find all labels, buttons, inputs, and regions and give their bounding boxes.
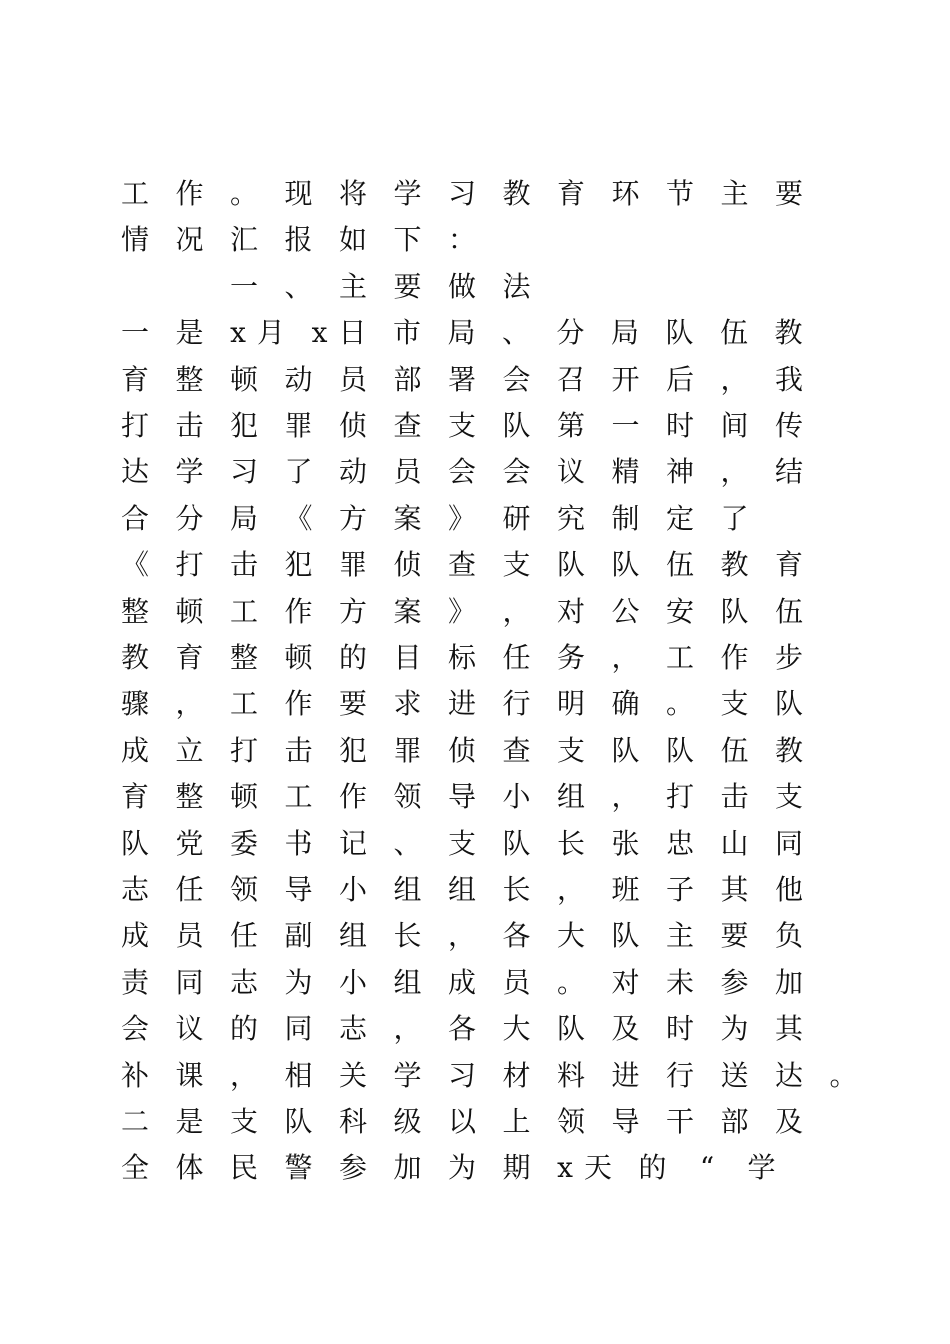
text-glyph: 、 — [501, 316, 530, 350]
text-glyph: 长 — [393, 919, 422, 953]
text-line — [0, 731, 950, 771]
text-glyph: ， — [720, 362, 749, 396]
text-glyph: 情 — [120, 223, 149, 257]
text-glyph: 他 — [774, 873, 803, 906]
text-glyph: 工 — [120, 177, 149, 210]
text-glyph: 组 — [447, 873, 476, 906]
text-glyph: 育 — [120, 362, 149, 396]
text-glyph: ， — [556, 873, 585, 906]
text-glyph: 、 — [393, 826, 422, 860]
text-glyph: 以 — [447, 1105, 476, 1138]
text-glyph: 案 — [393, 594, 422, 628]
text-glyph: 队 — [720, 594, 749, 628]
text-glyph: 同 — [774, 826, 803, 860]
text-glyph: 民 — [229, 1151, 258, 1185]
text-line — [0, 406, 950, 446]
text-glyph: 安 — [665, 594, 694, 628]
text-glyph: 支 — [229, 1105, 258, 1138]
text-glyph: 法 — [502, 269, 531, 303]
text-glyph: 。 — [665, 687, 694, 721]
text-glyph: 报 — [284, 223, 313, 257]
text-glyph: 队 — [665, 316, 694, 350]
text-line — [0, 916, 950, 956]
text-glyph: 小 — [338, 965, 367, 999]
text-glyph: 后 — [665, 362, 694, 396]
text-glyph: 为 — [447, 1151, 476, 1185]
text-line — [0, 1056, 950, 1096]
text-glyph: 工 — [665, 641, 694, 674]
text-glyph: 将 — [338, 177, 367, 210]
text-glyph: 补 — [120, 1058, 149, 1092]
text-glyph: 方 — [338, 594, 367, 628]
text-glyph: 相 — [284, 1058, 313, 1092]
text-line — [0, 1148, 950, 1188]
text-glyph: 队 — [502, 826, 531, 860]
text-glyph: 为 — [720, 1012, 749, 1046]
text-glyph: 加 — [393, 1151, 422, 1185]
text-glyph: 习 — [447, 177, 476, 210]
text-glyph: 局 — [447, 316, 476, 350]
text-glyph: 研 — [502, 501, 531, 535]
text-glyph: 育 — [120, 780, 149, 814]
text-glyph: 的 — [638, 1151, 667, 1185]
text-glyph: 召 — [556, 362, 585, 396]
text-glyph: 精 — [611, 455, 640, 489]
text-glyph: 议 — [556, 455, 585, 489]
text-glyph: 主 — [338, 269, 367, 303]
text-glyph: 记 — [338, 826, 367, 860]
text-glyph: 任 — [502, 641, 531, 674]
text-glyph: 警 — [284, 1151, 313, 1185]
text-glyph: 全 — [120, 1151, 149, 1185]
text-glyph: 队 — [556, 1012, 585, 1046]
text-glyph: 整 — [120, 594, 149, 628]
text-glyph: 第 — [556, 409, 585, 442]
text-glyph: 确 — [611, 687, 640, 721]
text-glyph: 。 — [229, 177, 258, 210]
text-glyph: 侦 — [338, 409, 367, 442]
text-glyph: 要 — [393, 269, 422, 303]
text-glyph: 书 — [284, 826, 313, 860]
text-glyph: 小 — [338, 873, 367, 906]
text-glyph: 教 — [774, 733, 803, 767]
text-glyph: 小 — [502, 780, 531, 814]
text-glyph: 时 — [665, 1012, 694, 1046]
text-glyph: 领 — [556, 1105, 585, 1138]
text-glyph: 署 — [447, 362, 476, 396]
text-glyph: 成 — [120, 919, 149, 953]
text-glyph: 支 — [447, 826, 476, 860]
text-glyph: 打 — [665, 780, 694, 814]
text-glyph: 进 — [611, 1058, 640, 1092]
text-glyph: 队 — [774, 687, 803, 721]
text-glyph: 骤 — [120, 687, 149, 721]
text-glyph: 作 — [284, 594, 313, 628]
text-glyph: 犯 — [284, 548, 313, 582]
text-glyph: 部 — [393, 362, 422, 396]
text-glyph: 查 — [502, 733, 531, 767]
text-glyph: 犯 — [229, 409, 258, 442]
text-glyph: 参 — [338, 1151, 367, 1185]
text-glyph: 党 — [175, 826, 204, 860]
text-glyph: 组 — [338, 919, 367, 953]
text-glyph: 学 — [175, 455, 204, 489]
text-glyph: 主 — [665, 919, 694, 953]
text-glyph: 育 — [556, 177, 585, 210]
text-glyph: 作 — [175, 177, 204, 210]
text-glyph: 参 — [720, 965, 749, 999]
text-glyph: 体 — [175, 1151, 204, 1185]
text-glyph: 罪 — [338, 548, 367, 582]
text-glyph: 顿 — [175, 594, 204, 628]
text-glyph: ， — [175, 687, 204, 721]
text-glyph: 方 — [338, 501, 367, 535]
text-glyph: 队 — [284, 1105, 313, 1138]
text-glyph: 干 — [665, 1105, 694, 1138]
text-glyph: “ — [699, 1151, 715, 1185]
text-glyph: 的 — [229, 1012, 258, 1046]
text-glyph: 员 — [175, 919, 204, 953]
text-glyph: 《 — [120, 548, 149, 582]
text-glyph: 月 — [256, 316, 285, 350]
text-glyph: ， — [229, 1058, 258, 1092]
text-glyph: 队 — [120, 826, 149, 860]
text-glyph: 市 — [392, 316, 421, 350]
text-glyph: 现 — [284, 177, 313, 210]
text-glyph: 级 — [393, 1105, 422, 1138]
text-line — [0, 638, 950, 678]
text-glyph: 材 — [502, 1058, 531, 1092]
text-glyph: 作 — [338, 780, 367, 814]
text-glyph: 动 — [338, 455, 367, 489]
text-line — [0, 313, 950, 353]
text-line — [0, 592, 950, 632]
text-glyph: 分 — [556, 316, 585, 350]
text-glyph: 上 — [502, 1105, 531, 1138]
text-glyph: 犯 — [338, 733, 367, 767]
text-glyph: 及 — [611, 1012, 640, 1046]
text-glyph: 时 — [665, 409, 694, 442]
text-glyph: 》 — [447, 501, 476, 535]
text-glyph: 领 — [229, 873, 258, 906]
text-glyph: 击 — [720, 780, 749, 814]
text-glyph: ， — [502, 594, 531, 628]
text-line — [0, 963, 950, 1003]
text-glyph: 击 — [229, 548, 258, 582]
text-glyph: 长 — [502, 873, 531, 906]
text-glyph: 成 — [120, 733, 149, 767]
text-glyph: 整 — [175, 780, 204, 814]
text-glyph: 节 — [665, 177, 694, 210]
text-glyph: 志 — [120, 873, 149, 906]
text-glyph: 各 — [447, 1012, 476, 1046]
text-glyph: 对 — [556, 594, 585, 628]
text-glyph: 支 — [556, 733, 585, 767]
text-glyph: 《 — [284, 501, 313, 535]
text-glyph: 标 — [447, 641, 476, 674]
text-glyph: 期 — [502, 1151, 531, 1185]
text-glyph: 组 — [393, 873, 422, 906]
text-glyph: 求 — [393, 687, 422, 721]
text-glyph: x — [311, 316, 328, 350]
text-glyph: 负 — [774, 919, 803, 953]
text-glyph: 局 — [229, 501, 258, 535]
text-glyph: 会 — [447, 455, 476, 489]
text-glyph: 作 — [284, 687, 313, 721]
text-glyph: 学 — [393, 1058, 422, 1092]
text-glyph: 案 — [393, 501, 422, 535]
text-glyph: 为 — [284, 965, 313, 999]
text-line — [0, 545, 950, 585]
text-line — [0, 684, 950, 724]
text-glyph: 打 — [120, 409, 149, 442]
text-glyph: 局 — [610, 316, 639, 350]
text-glyph: 整 — [229, 641, 258, 674]
text-glyph: 查 — [447, 548, 476, 582]
text-glyph: 课 — [175, 1058, 204, 1092]
text-glyph: 立 — [175, 733, 204, 767]
text-glyph: 学 — [393, 177, 422, 210]
text-glyph: 会 — [120, 1012, 149, 1046]
text-glyph: 导 — [284, 873, 313, 906]
text-glyph: 伍 — [719, 316, 748, 350]
text-glyph: 查 — [393, 409, 422, 442]
text-glyph: ， — [393, 1012, 422, 1046]
text-glyph: 其 — [720, 873, 749, 906]
text-glyph: 天 — [583, 1151, 612, 1185]
text-glyph: 公 — [611, 594, 640, 628]
text-glyph: 料 — [556, 1058, 585, 1092]
text-glyph: 会 — [502, 455, 531, 489]
text-glyph: 的 — [338, 641, 367, 674]
text-glyph: 。 — [829, 1058, 858, 1092]
text-glyph: 步 — [774, 641, 803, 674]
text-glyph: 工 — [284, 780, 313, 814]
text-glyph: 习 — [447, 1058, 476, 1092]
text-glyph: 教 — [774, 316, 803, 350]
text-glyph: 山 — [720, 826, 749, 860]
text-glyph: ， — [447, 919, 476, 953]
text-glyph: 结 — [774, 455, 803, 489]
text-line — [0, 220, 950, 260]
text-glyph: 侦 — [447, 733, 476, 767]
text-glyph: 进 — [447, 687, 476, 721]
text-glyph: 打 — [229, 733, 258, 767]
text-glyph: 教 — [502, 177, 531, 210]
text-glyph: 间 — [720, 409, 749, 442]
text-glyph: 大 — [502, 1012, 531, 1046]
text-glyph: 下 — [393, 223, 422, 257]
text-glyph: 支 — [502, 548, 531, 582]
text-glyph: 、 — [284, 269, 313, 303]
text-glyph: 如 — [338, 223, 367, 257]
text-glyph: 育 — [175, 641, 204, 674]
text-glyph: 及 — [774, 1105, 803, 1138]
text-line — [0, 174, 950, 214]
text-glyph: 伍 — [774, 594, 803, 628]
text-glyph: 员 — [393, 455, 422, 489]
text-glyph: 学 — [747, 1151, 776, 1185]
text-glyph: 目 — [393, 641, 422, 674]
text-glyph: 日 — [338, 316, 367, 350]
text-glyph: 大 — [556, 919, 585, 953]
text-glyph: 击 — [175, 409, 204, 442]
text-glyph: 顿 — [229, 362, 258, 396]
text-glyph: 神 — [665, 455, 694, 489]
text-line — [0, 267, 950, 307]
text-glyph: 习 — [229, 455, 258, 489]
text-glyph: 了 — [720, 501, 749, 535]
text-glyph: ： — [447, 223, 476, 257]
text-glyph: 加 — [774, 965, 803, 999]
text-glyph: 导 — [611, 1105, 640, 1138]
text-glyph: 教 — [120, 641, 149, 674]
text-glyph: 志 — [338, 1012, 367, 1046]
text-glyph: 罪 — [393, 733, 422, 767]
text-glyph: 组 — [393, 965, 422, 999]
text-glyph: 击 — [284, 733, 313, 767]
text-glyph: 是 — [175, 316, 204, 350]
text-glyph: 教 — [720, 548, 749, 582]
text-glyph: 议 — [175, 1012, 204, 1046]
text-line — [0, 870, 950, 910]
text-glyph: 二 — [120, 1105, 149, 1138]
text-glyph: 成 — [447, 965, 476, 999]
text-glyph: 要 — [774, 177, 803, 210]
text-glyph: 打 — [175, 548, 204, 582]
text-glyph: 队 — [502, 409, 531, 442]
text-glyph: 班 — [611, 873, 640, 906]
text-glyph: 究 — [556, 501, 585, 535]
text-glyph: x — [230, 316, 246, 350]
text-glyph: 行 — [665, 1058, 694, 1092]
text-line — [0, 452, 950, 492]
text-line — [0, 499, 950, 539]
text-line — [0, 777, 950, 817]
text-glyph: 队 — [556, 548, 585, 582]
text-glyph: 员 — [502, 965, 531, 999]
text-glyph: 明 — [556, 687, 585, 721]
text-glyph: 顿 — [229, 780, 258, 814]
text-glyph: 罪 — [284, 409, 313, 442]
text-glyph: 作 — [720, 641, 749, 674]
text-glyph: 工 — [229, 594, 258, 628]
text-glyph: 员 — [338, 362, 367, 396]
text-glyph: 各 — [502, 919, 531, 953]
text-glyph: 要 — [720, 919, 749, 953]
text-glyph: 整 — [175, 362, 204, 396]
text-glyph: 我 — [774, 362, 803, 396]
text-glyph: 未 — [665, 965, 694, 999]
text-line — [0, 1009, 950, 1049]
text-glyph: 伍 — [720, 733, 749, 767]
text-glyph: 同 — [284, 1012, 313, 1046]
text-glyph: 了 — [284, 455, 313, 489]
text-glyph: 主 — [720, 177, 749, 210]
text-glyph: 顿 — [284, 641, 313, 674]
text-glyph: 是 — [175, 1105, 204, 1138]
text-glyph: 部 — [720, 1105, 749, 1138]
text-glyph: 同 — [175, 965, 204, 999]
text-glyph: 支 — [447, 409, 476, 442]
text-glyph: 务 — [556, 641, 585, 674]
text-glyph: 况 — [175, 223, 204, 257]
text-glyph: 环 — [611, 177, 640, 210]
text-line — [0, 1102, 950, 1142]
text-glyph: 行 — [502, 687, 531, 721]
text-glyph: 任 — [229, 919, 258, 953]
text-glyph: 队 — [611, 733, 640, 767]
text-glyph: 达 — [774, 1058, 803, 1092]
text-line — [0, 824, 950, 864]
text-glyph: 一 — [229, 269, 258, 303]
text-glyph: 组 — [556, 780, 585, 814]
text-glyph: 领 — [393, 780, 422, 814]
text-glyph: 队 — [611, 548, 640, 582]
text-glyph: 汇 — [229, 223, 258, 257]
text-glyph: 育 — [774, 548, 803, 582]
text-glyph: 导 — [447, 780, 476, 814]
text-glyph: 。 — [556, 965, 585, 999]
text-glyph: 一 — [120, 316, 149, 350]
text-glyph: 伍 — [665, 548, 694, 582]
text-glyph: 送 — [720, 1058, 749, 1092]
text-glyph: 一 — [611, 409, 640, 442]
text-glyph: 》 — [447, 594, 476, 628]
text-glyph: 达 — [120, 455, 149, 489]
text-glyph: 忠 — [665, 826, 694, 860]
text-glyph: 定 — [665, 501, 694, 535]
text-glyph: 合 — [120, 501, 149, 535]
text-glyph: ， — [611, 641, 640, 674]
text-glyph: 传 — [774, 409, 803, 442]
text-glyph: 其 — [774, 1012, 803, 1046]
text-glyph: 分 — [175, 501, 204, 535]
text-glyph: 做 — [447, 269, 476, 303]
text-glyph: 支 — [774, 780, 803, 814]
text-glyph: 任 — [175, 873, 204, 906]
text-glyph: 队 — [611, 919, 640, 953]
text-glyph: 开 — [611, 362, 640, 396]
text-glyph: 子 — [665, 873, 694, 906]
text-glyph: 动 — [284, 362, 313, 396]
text-glyph: 队 — [665, 733, 694, 767]
text-glyph: 长 — [556, 826, 585, 860]
text-glyph: 张 — [611, 826, 640, 860]
text-glyph: 志 — [229, 965, 258, 999]
text-glyph: 会 — [502, 362, 531, 396]
text-glyph: 制 — [611, 501, 640, 535]
text-glyph: 侦 — [393, 548, 422, 582]
text-glyph: 责 — [120, 965, 149, 999]
text-glyph: 工 — [229, 687, 258, 721]
text-glyph: x — [557, 1151, 573, 1185]
text-glyph: 委 — [229, 826, 258, 860]
text-glyph: 科 — [338, 1105, 367, 1138]
text-glyph: 副 — [284, 919, 313, 953]
text-line — [0, 360, 950, 400]
text-glyph: 要 — [338, 687, 367, 721]
text-glyph: 对 — [611, 965, 640, 999]
text-glyph: 支 — [720, 687, 749, 721]
text-glyph: 关 — [338, 1058, 367, 1092]
text-glyph: ， — [720, 455, 749, 489]
text-glyph: ， — [611, 780, 640, 814]
